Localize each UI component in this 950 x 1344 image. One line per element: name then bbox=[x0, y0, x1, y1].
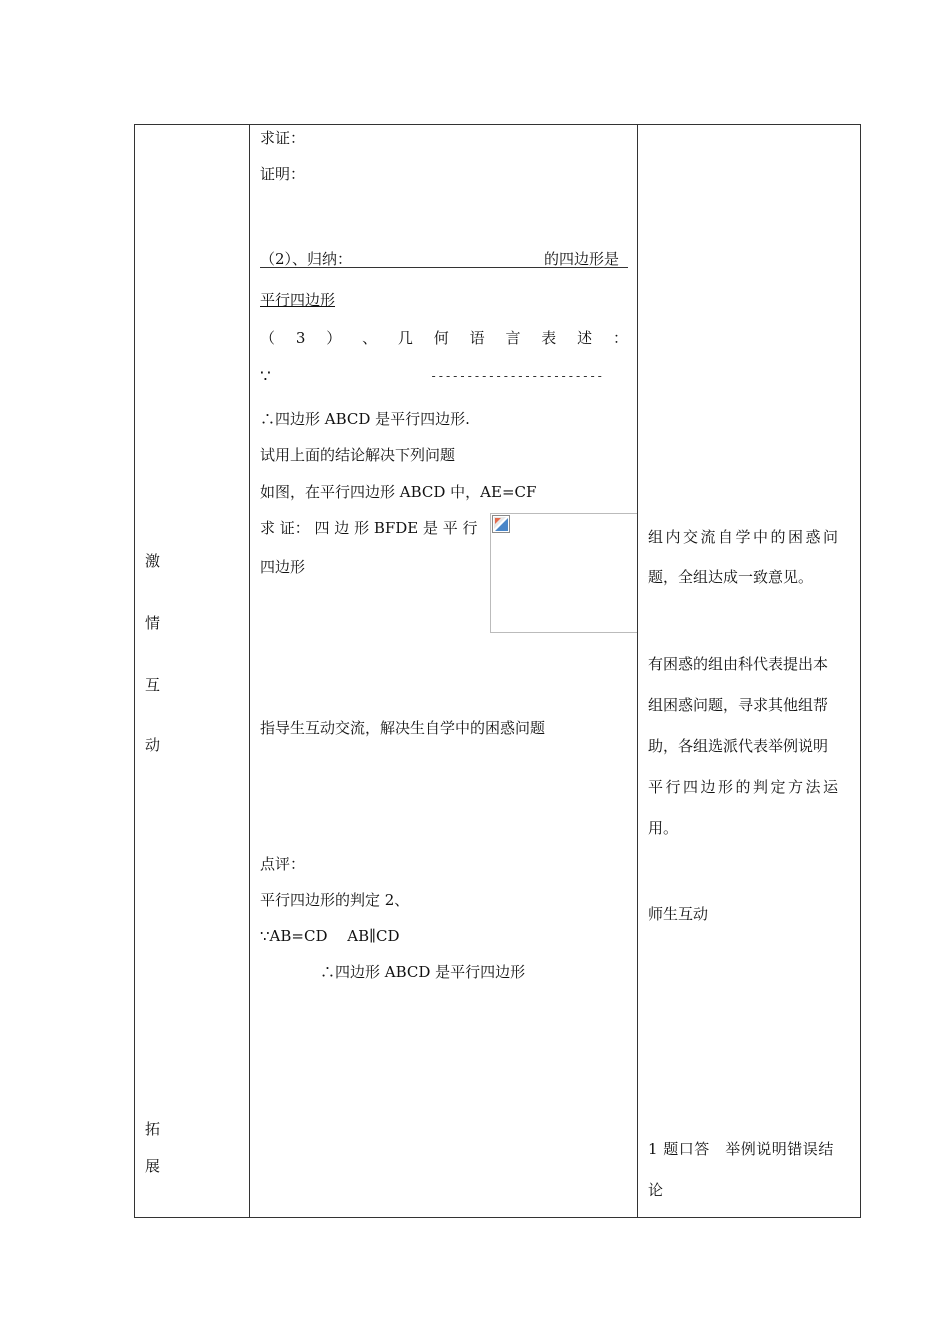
qiuzheng-label: 求证： bbox=[260, 129, 306, 147]
right-p2-line2: 组困惑问题，寻求其他组帮 bbox=[648, 696, 829, 714]
guina-tail: 的四边形是 bbox=[544, 250, 620, 268]
section-char: 动 bbox=[145, 736, 161, 754]
right-p2-line3: 助，各组选派代表举例说明 bbox=[648, 737, 829, 755]
section-char: 展 bbox=[145, 1157, 161, 1175]
figure-frame bbox=[490, 513, 637, 633]
right-p4-line1: 1 题口答 举例说明错误结 bbox=[648, 1140, 834, 1158]
broken-image-icon bbox=[492, 515, 510, 533]
guina-underline bbox=[260, 267, 628, 268]
column-divider-1 bbox=[249, 124, 250, 1218]
guide-line: 指导生互动交流，解决生自学中的困惑问题 bbox=[260, 719, 546, 737]
conclusion-line: ∴四边形 ABCD 是平行四边形 bbox=[320, 963, 526, 981]
column-divider-2 bbox=[637, 124, 638, 1218]
geometry-char: ： bbox=[612, 329, 628, 347]
try-line: 试用上面的结论解决下列问题 bbox=[260, 446, 456, 464]
section-char: 情 bbox=[145, 614, 161, 632]
right-p4-line2: 论 bbox=[648, 1181, 664, 1199]
geometry-char: 言 bbox=[505, 329, 521, 347]
judgement-line: 平行四边形的判定 2、 bbox=[260, 891, 410, 909]
blank-dashes: ------------------------ bbox=[430, 369, 604, 383]
geometry-char: 述 bbox=[577, 329, 593, 347]
geometry-char: 语 bbox=[469, 329, 485, 347]
geometry-char: 表 bbox=[541, 329, 557, 347]
prove-line-2: 四边形 bbox=[260, 558, 306, 576]
comment-label: 点评： bbox=[260, 855, 306, 873]
geometry-char: （ bbox=[260, 329, 276, 347]
therefore-line: ∴四边形 ABCD 是平行四边形. bbox=[260, 410, 470, 428]
condition-line: ∵AB=CD AB∥CD bbox=[260, 927, 400, 945]
geometry-char: 几 bbox=[397, 329, 413, 347]
right-p1-line1: 组内交流自学中的困惑问 bbox=[648, 528, 841, 546]
section-char: 互 bbox=[145, 676, 161, 694]
zhengming-label: 证明： bbox=[260, 165, 306, 183]
right-p3: 师生互动 bbox=[648, 905, 709, 923]
right-p2-line1: 有困惑的组由科代表提出本 bbox=[648, 655, 829, 673]
right-p2-line5: 用。 bbox=[648, 819, 679, 837]
guina-line2: 平行四边形 bbox=[260, 291, 336, 309]
right-p2-line4: 平行四边形的判定方法运 bbox=[648, 778, 841, 796]
geometry-char: 3 bbox=[295, 329, 306, 347]
geometry-char: 何 bbox=[433, 329, 449, 347]
geometry-char: ） bbox=[326, 329, 342, 347]
guina-label: （2）、归纳： bbox=[260, 250, 353, 268]
section-char: 拓 bbox=[145, 1120, 161, 1138]
right-p1-line2: 题，全组达成一致意见。 bbox=[648, 568, 814, 586]
geometry-language-heading bbox=[260, 328, 628, 348]
section-char: 激 bbox=[145, 552, 161, 570]
because-symbol: ∵ bbox=[260, 367, 271, 387]
geometry-char: 、 bbox=[362, 329, 378, 347]
prove-line-1: 求 证： 四 边 形 BFDE 是 平 行 bbox=[260, 519, 478, 537]
figure-line: 如图，在平行四边形 ABCD 中，AE=CF bbox=[260, 483, 537, 501]
